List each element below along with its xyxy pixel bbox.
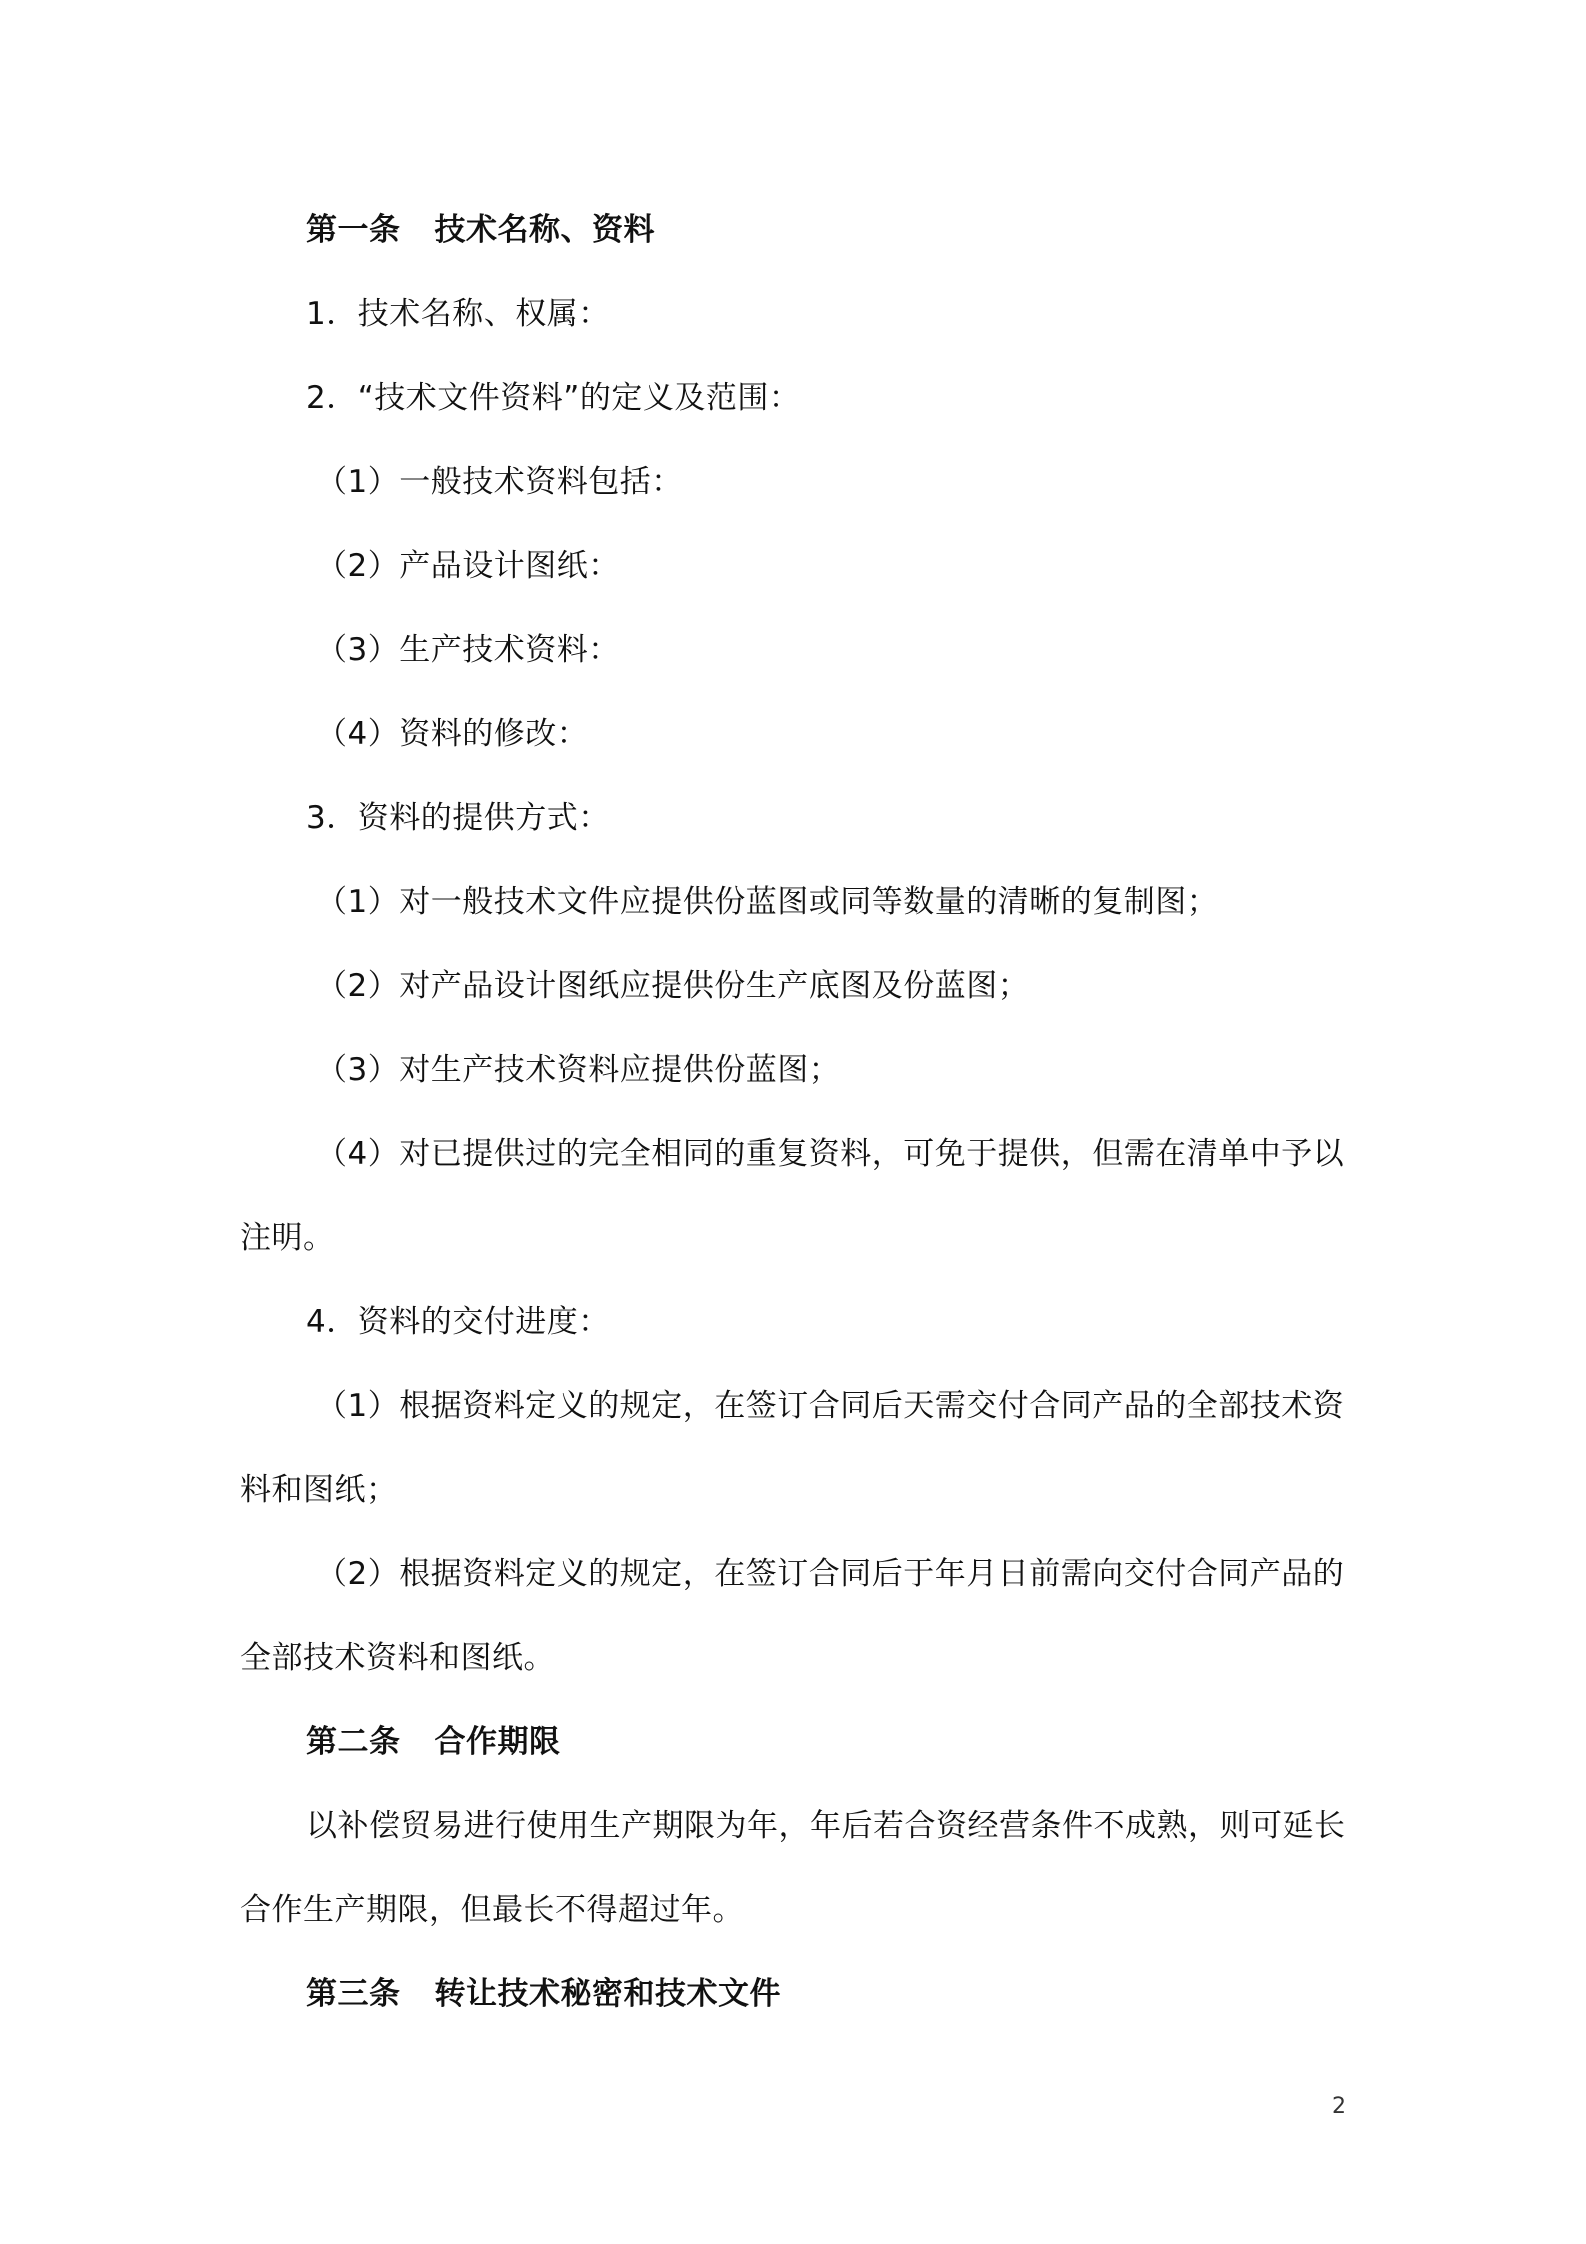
- article-1-number: 第一条: [306, 212, 401, 248]
- article-1-heading: [306, 210, 1426, 250]
- item-production-materials: （3）生产技术资料：: [316, 632, 620, 668]
- article-3-title: 转让技术秘密和技术文件: [434, 1976, 781, 2012]
- article-2-paragraph: 以补偿贸易进行使用生产期限为年，年后若合资经营条件不成熟，则可延长: [306, 1808, 1346, 1844]
- article-2-number: 第二条: [306, 1724, 401, 1760]
- item-provision-duplicate: （4）对已提供过的完全相同的重复资料，可免于提供，但需在清单中予以: [316, 1136, 1345, 1172]
- article-3-heading: [306, 1974, 1426, 2014]
- article-2-title: 合作期限: [434, 1724, 561, 1760]
- clause-2-definition: 2．“技术文件资料”的定义及范围：: [306, 380, 801, 416]
- item-delivery-days-cont: 料和图纸；: [240, 1472, 398, 1508]
- article-3-number: 第三条: [306, 1976, 401, 2012]
- item-general-materials: （1）一般技术资料包括：: [316, 464, 683, 500]
- item-delivery-date: （2）根据资料定义的规定，在签订合同后于年月日前需向交付合同产品的: [316, 1556, 1345, 1592]
- item-provision-general: （1）对一般技术文件应提供份蓝图或同等数量的清晰的复制图；: [316, 884, 1219, 920]
- clause-1-tech-name: 1．技术名称、权属：: [306, 296, 610, 332]
- item-delivery-date-cont: 全部技术资料和图纸。: [240, 1640, 555, 1676]
- item-design-drawings: （2）产品设计图纸：: [316, 548, 620, 584]
- item-provision-production: （3）对生产技术资料应提供份蓝图；: [316, 1052, 841, 1088]
- article-2-paragraph-cont: 合作生产期限，但最长不得超过年。: [240, 1892, 744, 1928]
- item-provision-duplicate-cont: 注明。: [240, 1220, 335, 1256]
- page-number: 2: [1332, 2094, 1346, 2119]
- item-provision-design: （2）对产品设计图纸应提供份生产底图及份蓝图；: [316, 968, 1030, 1004]
- item-material-revision: （4）资料的修改：: [316, 716, 589, 752]
- clause-4-delivery-schedule: 4．资料的交付进度：: [306, 1304, 610, 1340]
- clause-3-provision-method: 3．资料的提供方式：: [306, 800, 610, 836]
- item-delivery-days: （1）根据资料定义的规定，在签订合同后天需交付合同产品的全部技术资: [316, 1388, 1345, 1424]
- article-1-title: 技术名称、资料: [434, 212, 655, 248]
- article-2-heading: [306, 1722, 1426, 1762]
